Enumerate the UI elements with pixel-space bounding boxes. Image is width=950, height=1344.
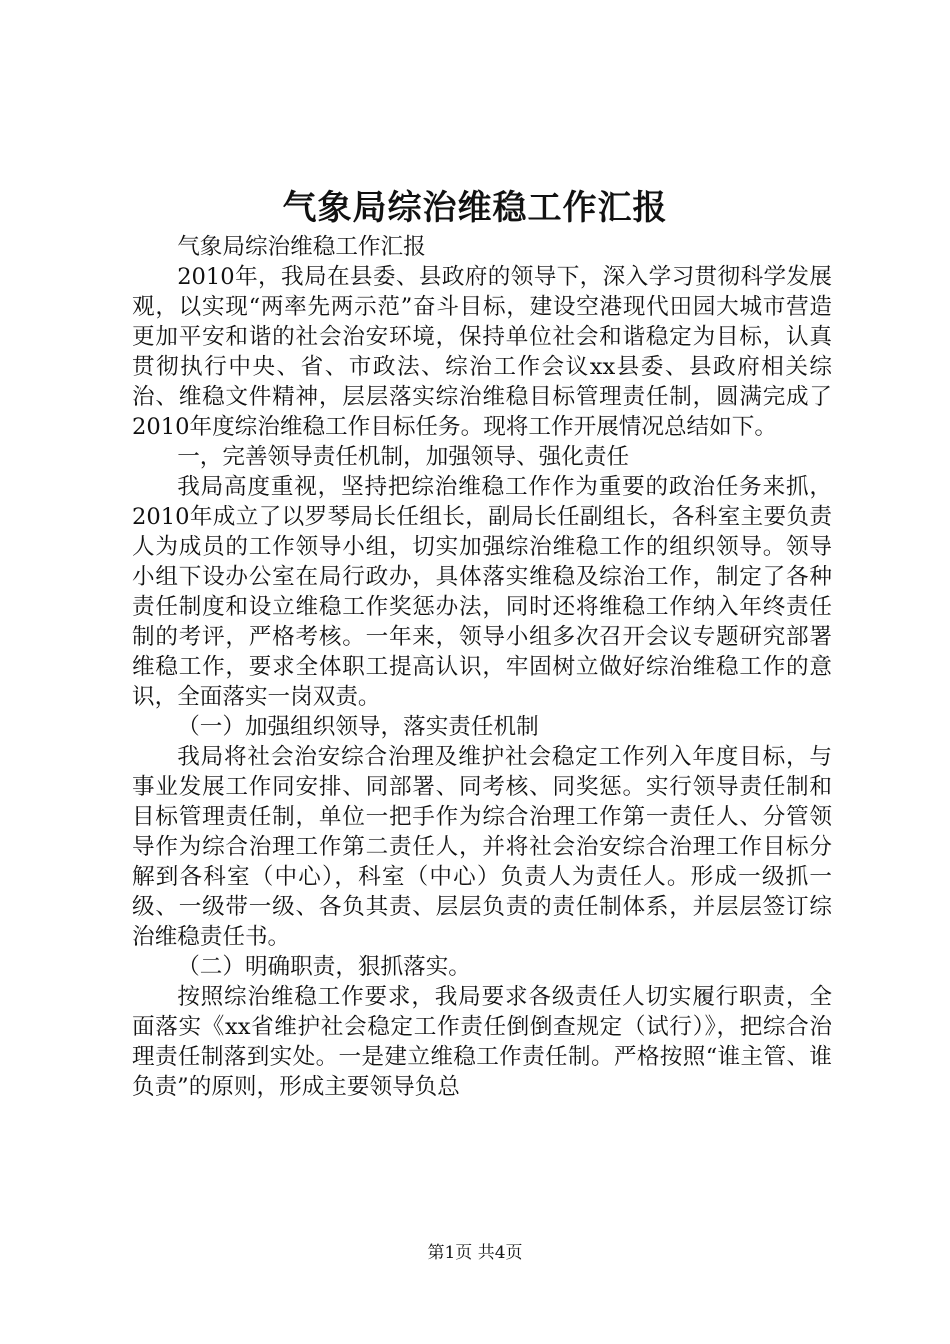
page-number-footer: 第1页 共4页 <box>427 1243 523 1263</box>
paragraph-intro: 2010年，我局在县委、县政府的领导下，深入学习贯彻科学发展观，以实现“两率先两示范”奋斗目标，建设空港现代田园大城市营造更加平安和谐的社会治安环境，保持单位社会和谐稳定为目标，认真贯彻执行中央、省、市政法、综治工作会议xx县委、县政府相关综治、维稳文件精神，层层落实综治维稳目标管理责任制，圆满完成了2010年度综治维稳工作目标任务。现将工作开展情况总结如下。 <box>132 264 832 440</box>
subsection-heading-2: （二）明确职责，狠抓落实。 <box>177 954 471 980</box>
paragraph-implementation: 按照综治维稳工作要求，我局要求各级责任人切实履行职责，全面落实《xx省维护社会稳定工作责任倒倒查规定（试行）》，把综合治理责任制落到实处。一是建立维稳工作责任制。严格按照“谁主管、谁负责”的原则，形成主要领导负总 <box>132 984 832 1100</box>
section-heading-1: 一，完善领导责任机制，加强领导、强化责任 <box>177 444 630 470</box>
paragraph-leadership: 我局高度重视，坚持把综治维稳工作作为重要的政治任务来抓，2010年成立了以罗琴局长任组长，副局长任副组长，各科室主要负责人为成员的工作领导小组，切实加强综治维稳工作的组织领导。领导小组下设办公室在局行政办，具体落实维稳及综治工作，制定了各种责任制度和设立维稳工作奖惩办法，同时还将维稳工作纳入年终责任制的考评，严格考核。一年来，领导小组多次召开会议专题研究部署维稳工作，要求全体职工提高认识，牢固树立做好综治维稳工作的意识，全面落实一岗双责。 <box>132 474 832 710</box>
paragraph-heading-repeat: 气象局综治维稳工作汇报 <box>177 234 426 260</box>
document-title: 气象局综治维稳工作汇报 <box>282 188 668 228</box>
document-body <box>132 232 832 1102</box>
paragraph-responsibility: 我局将社会治安综合治理及维护社会稳定工作列入年度目标，与事业发展工作同安排、同部署、同考核、同奖惩。实行领导责任制和目标管理责任制，单位一把手作为综合治理工作第一责任人、分管领导作为综合治理工作第二责任人，并将社会治安综合治理工作目标分解到各科室（中心），科室（中心）负责人为责任人。形成一级抓一级、一级带一级、各负其责、层层负责的责任制体系，并层层签订综治维稳责任书。 <box>132 744 832 950</box>
subsection-heading-1: （一）加强组织领导，落实责任机制 <box>177 714 539 740</box>
